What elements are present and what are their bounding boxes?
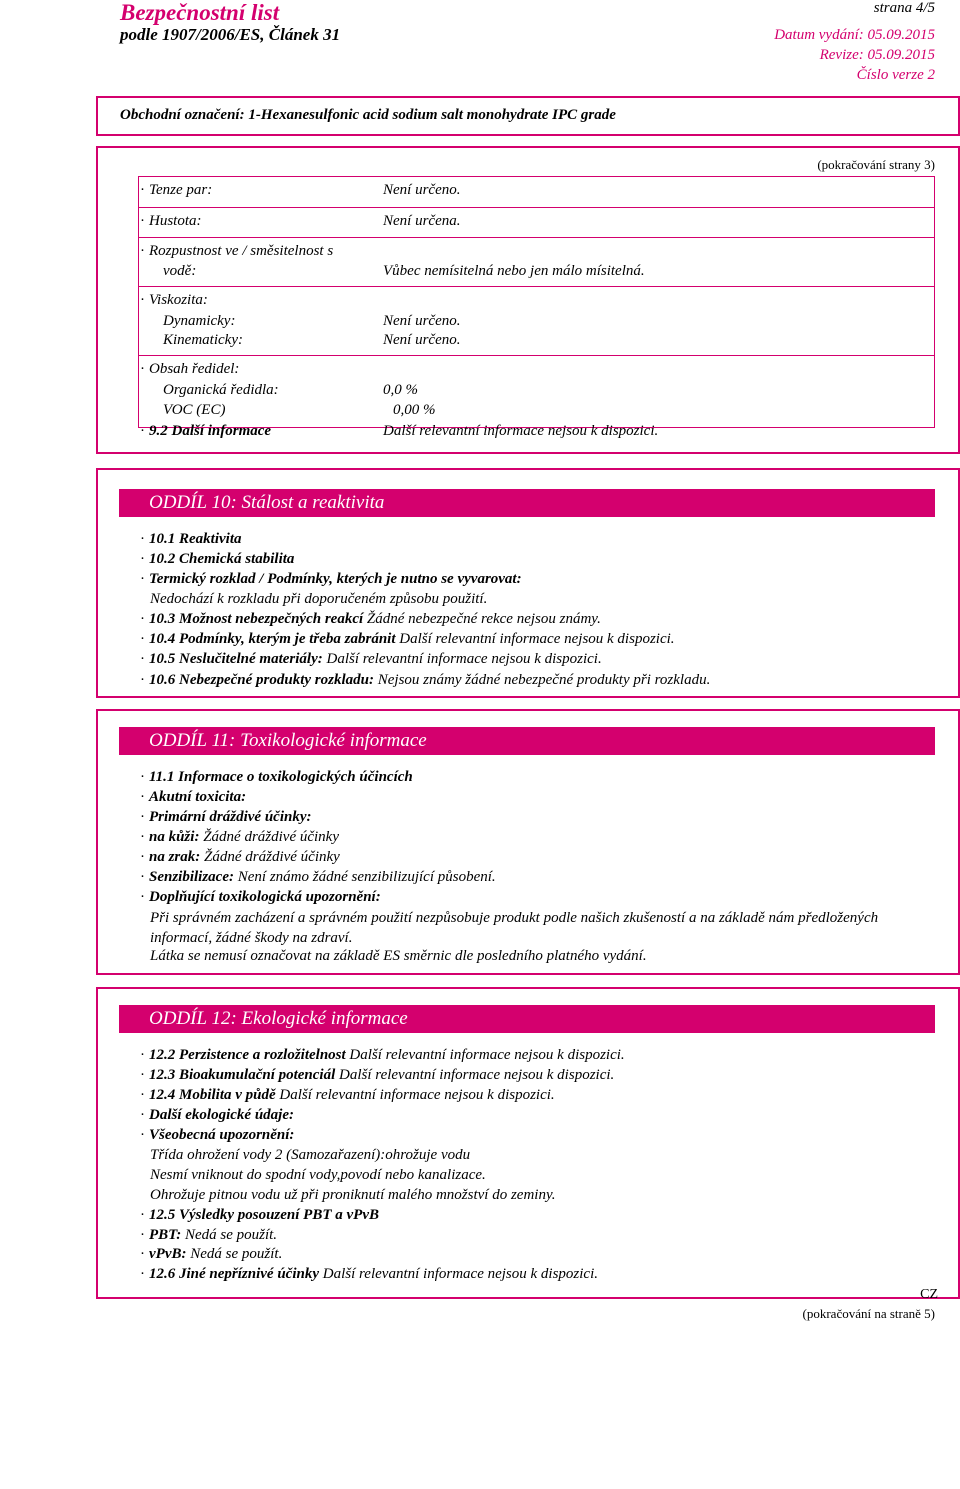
version-number: Číslo verze 2 xyxy=(856,67,935,83)
row-divider xyxy=(138,237,935,238)
kinematic-value: Není určeno. xyxy=(383,332,461,348)
s11-toxicological-effects: · 11.1 Informace o toxikologických účincích xyxy=(140,769,413,785)
s12-further-data: · Další ekologické údaje: xyxy=(140,1107,294,1123)
s10-incompatible-materials: · 10.5 Neslučitelné materiály: Další relevantní informace nejsou k dispozici. xyxy=(140,651,602,667)
row-divider xyxy=(138,286,935,287)
density-label: · Hustota: xyxy=(140,213,202,229)
s10-stability: · 10.2 Chemická stabilita xyxy=(140,551,295,567)
page-number: strana 4/5 xyxy=(873,0,935,16)
section-10-title: ODDÍL 10: Stálost a reaktivita xyxy=(119,489,935,517)
s11-skin: · na kůži: Žádné dráždivé účinky xyxy=(140,829,339,845)
row-divider xyxy=(138,207,935,208)
s12-water-hazard: Třída ohrožení vody 2 (Samozařazení):ohrožuje vodu xyxy=(150,1147,471,1163)
s10-decomposition-products: · 10.6 Nebezpečné produkty rozkladu: Nejsou známy žádné nebezpečné produkty při rozkladu. xyxy=(140,672,711,688)
kinematic-label: Kinematicky: xyxy=(163,332,243,348)
s11-paragraph-1: Při správném zacházení a správném použití nezpůsobuje produkt podle našich zkušeností a na základě nám předložených informací, žádné škody na zdraví. xyxy=(150,910,879,946)
other-info-label: · 9.2 Další informace xyxy=(140,423,272,439)
trade-name: Obchodní označení: 1-Hexanesulfonic acid sodium salt monohydrate IPC grade xyxy=(120,107,616,123)
s10-thermal-decomposition: · Termický rozklad / Podmínky, kterých je nutno se vyvarovat: xyxy=(140,571,522,587)
continued-from-note: (pokračování strany 3) xyxy=(817,157,935,172)
other-info-value: Další relevantní informace nejsou k dispozici. xyxy=(383,423,659,439)
section-12-title: ODDÍL 12: Ekologické informace xyxy=(119,1005,935,1033)
s12-general-notes: · Všeobecná upozornění: xyxy=(140,1127,295,1143)
issue-date: Datum vydání: 05.09.2015 xyxy=(774,27,935,43)
s12-drinking-water: Ohrožuje pitnou vodu už při proniknutí malého množství do zeminy. xyxy=(150,1187,556,1203)
vapour-pressure-label: · Tenze par: xyxy=(140,182,213,198)
voc-label: VOC (EC) xyxy=(163,402,226,418)
s12-groundwater: Nesmí vniknout do spodní vody,povodí nebo kanalizace. xyxy=(150,1167,486,1183)
viscosity-label: · Viskozita: xyxy=(140,292,208,308)
s11-additional-notes: · Doplňující toxikologická upozornění: xyxy=(140,889,381,905)
continued-on-note: (pokračování na straně 5) xyxy=(802,1306,935,1321)
s12-bioaccumulation: · 12.3 Bioakumulační potenciál Další relevantní informace nejsou k dispozici. xyxy=(140,1067,615,1083)
dynamic-label: Dynamicky: xyxy=(163,313,236,329)
s11-acute-toxicity: · Akutní toxicita: xyxy=(140,789,247,805)
document-subtitle: podle 1907/2006/ES, Článek 31 xyxy=(120,25,341,44)
s11-primary-irritant: · Primární dráždivé účinky: xyxy=(140,809,312,825)
density-value: Není určena. xyxy=(383,213,461,229)
s12-other-adverse-effects: · 12.6 Jiné nepříznivé účinky Další relevantní informace nejsou k dispozici. xyxy=(140,1266,599,1282)
s12-mobility: · 12.4 Mobilita v půdě Další relevantní informace nejsou k dispozici. xyxy=(140,1087,555,1103)
row-divider xyxy=(138,355,935,356)
section-11-title: ODDÍL 11: Toxikologické informace xyxy=(119,727,935,755)
solvent-content-label: · Obsah ředidel: xyxy=(140,361,240,377)
s12-pbt: · PBT: Nedá se použít. xyxy=(140,1227,278,1243)
document-title: Bezpečnostní list xyxy=(120,0,280,25)
dynamic-value: Není určeno. xyxy=(383,313,461,329)
s11-sensitization: · Senzibilizace: Není známo žádné senzibilizující působení. xyxy=(140,869,496,885)
s10-thermal-decomposition-text: Nedochází k rozkladu při doporučeném způsobu použití. xyxy=(150,591,488,607)
s10-conditions-to-avoid: · 10.4 Podmínky, kterým je třeba zabránit Další relevantní informace nejsou k dispozici. xyxy=(140,631,675,647)
solubility-label: · Rozpustnost ve / směsitelnost s xyxy=(140,243,334,259)
solubility-label-cont: vodě: xyxy=(163,263,197,279)
language-code: CZ xyxy=(920,1287,938,1302)
s11-paragraph-2: Látka se nemusí označovat na základě ES směrnic dle posledního platného vydání. xyxy=(150,948,647,964)
organic-solvents-value: 0,0 % xyxy=(383,382,418,398)
s11-eyes: · na zrak: Žádné dráždivé účinky xyxy=(140,849,340,865)
revision-date: Revize: 05.09.2015 xyxy=(819,47,935,63)
s10-hazardous-reactions: · 10.3 Možnost nebezpečných reakcí Žádné nebezpečné rekce nejsou známy. xyxy=(140,611,601,627)
s12-pbt-assessment: · 12.5 Výsledky posouzení PBT a vPvB xyxy=(140,1207,379,1223)
vapour-pressure-value: Není určeno. xyxy=(383,182,461,198)
solubility-value: Vůbec nemísitelná nebo jen málo mísitelná. xyxy=(383,263,645,279)
s12-vpvb: · vPvB: Nedá se použít. xyxy=(140,1246,283,1262)
s12-persistence: · 12.2 Perzistence a rozložitelnost Další relevantní informace nejsou k dispozici. xyxy=(140,1047,625,1063)
voc-value: 0,00 % xyxy=(393,402,436,418)
organic-solvents-label: Organická ředidla: xyxy=(163,382,279,398)
s10-reactivity: · 10.1 Reaktivita xyxy=(140,531,242,547)
